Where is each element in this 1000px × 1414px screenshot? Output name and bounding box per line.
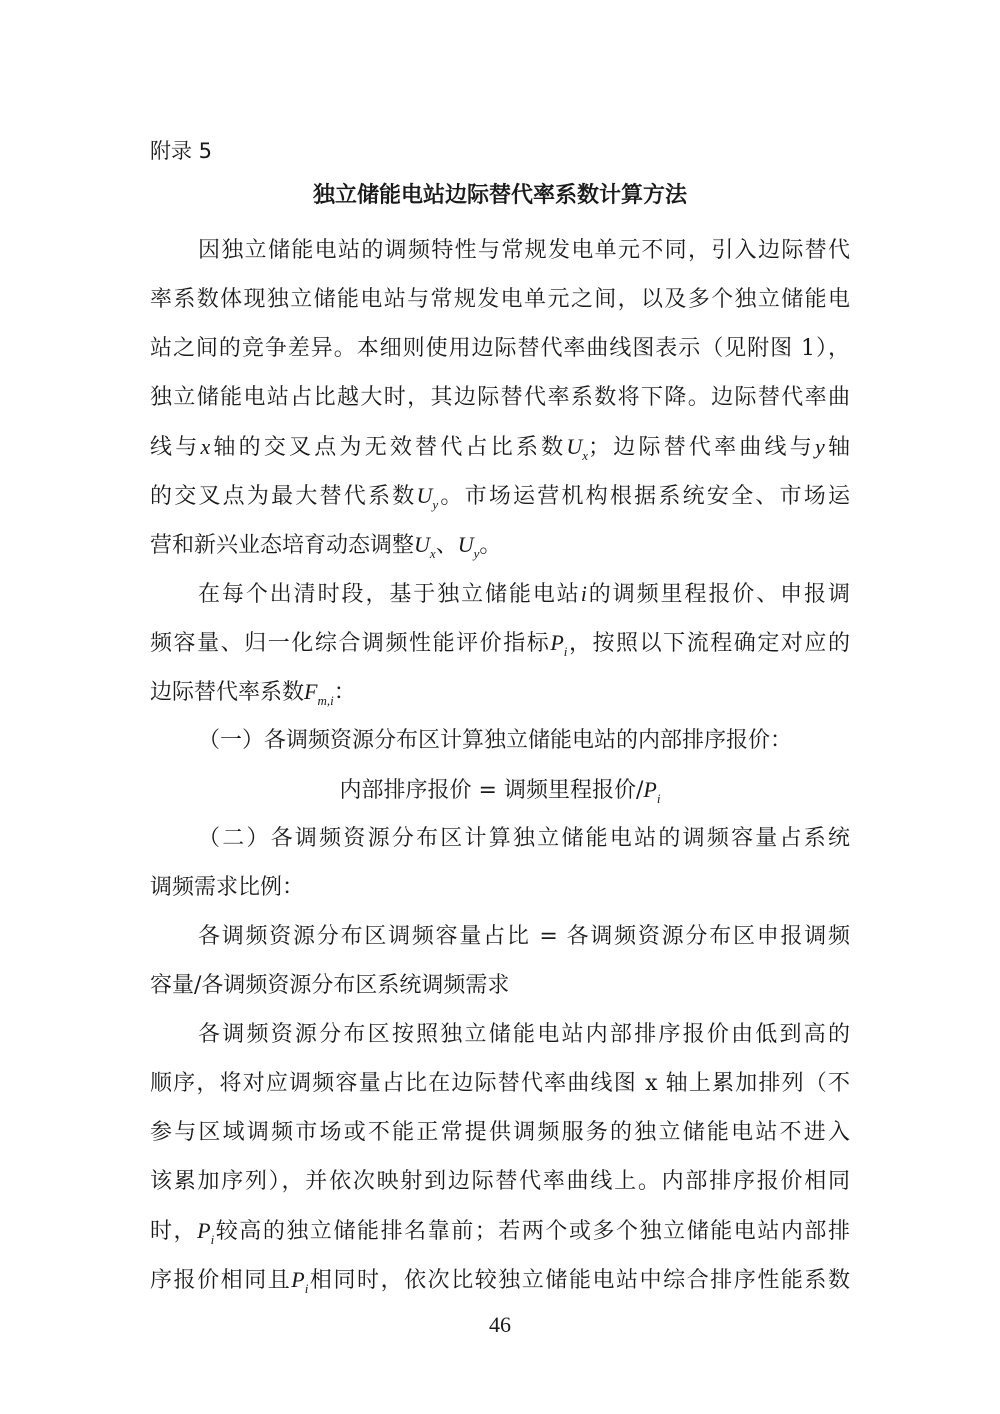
formula-capacity-ratio-line-2: 容量/各调频资源分布区系统调频需求	[150, 973, 510, 998]
formula-capacity-ratio-line-1: 各调频资源分布区调频容量占比 = 各调频资源分布区申报调频	[198, 924, 850, 949]
paragraph-1-line-4: 独立储能电站占比越大时，其边际替代率系数将下降。边际替代率曲	[150, 385, 850, 410]
document-title: 独立储能电站边际替代率系数计算方法	[312, 183, 687, 208]
paragraph-3-line-2: 顺序，将对应调频容量占比在边际替代率曲线图 x 轴上累加排列（不	[150, 1071, 850, 1096]
paragraph-1-line-3: 站之间的竞争差异。本细则使用边际替代率曲线图表示（见附图 1），	[150, 336, 850, 361]
page-number: 46	[489, 1312, 511, 1337]
step-2-heading-line-1: （二）各调频资源分布区计算独立储能电站的调频容量占系统	[198, 826, 850, 851]
paragraph-3-line-4: 该累加序列），并依次映射到边际替代率曲线上。内部排序报价相同	[150, 1169, 850, 1194]
step-2-heading-line-2: 调频需求比例：	[150, 875, 305, 900]
paragraph-2-line-2: 频容量、归一化综合调频性能评价指标$P_i$，按照以下流程确定对应的	[150, 630, 850, 659]
paragraph-3-line-5: 时，$P_i$较高的独立储能排名靠前；若两个或多个独立储能电站内部排	[150, 1218, 850, 1247]
paragraph-3-line-6: 序报价相同且$P_i$相同时，依次比较独立储能电站中综合排序性能系数	[150, 1267, 850, 1296]
appendix-label: 附录 5	[150, 139, 213, 163]
paragraph-3-line-1: 各调频资源分布区按照独立储能电站内部排序报价由低到高的	[198, 1022, 850, 1047]
formula-internal-ranking-price: 内部排序报价 = 调频里程报价$/P_i$	[339, 777, 661, 806]
paragraph-1-line-1: 因独立储能电站的调频特性与常规发电单元不同，引入边际替代	[198, 238, 850, 263]
step-1-heading: （一）各调频资源分布区计算独立储能电站的内部排序报价：	[198, 728, 793, 753]
paragraph-1-line-6: 的交叉点为最大替代系数$U_y$。市场运营机构根据系统安全、市场运	[150, 483, 850, 512]
paragraph-1-line-7: 营和新兴业态培育动态调整$U_x$、$U_y$。	[150, 532, 502, 561]
paragraph-2-line-1: 在每个出清时段，基于独立储能电站i的调频里程报价、申报调	[198, 581, 850, 607]
paragraph-1-line-2: 率系数体现独立储能电站与常规发电单元之间，以及多个独立储能电	[150, 287, 850, 312]
paragraph-1-line-5: 线与x轴的交叉点为无效替代占比系数$U_x$；边际替代率曲线与y轴	[150, 434, 850, 463]
paragraph-3-line-3: 参与区域调频市场或不能正常提供调频服务的独立储能电站不进入	[150, 1120, 850, 1145]
paragraph-2-line-3: 边际替代率系数$F_{m,i}$：	[150, 679, 356, 708]
